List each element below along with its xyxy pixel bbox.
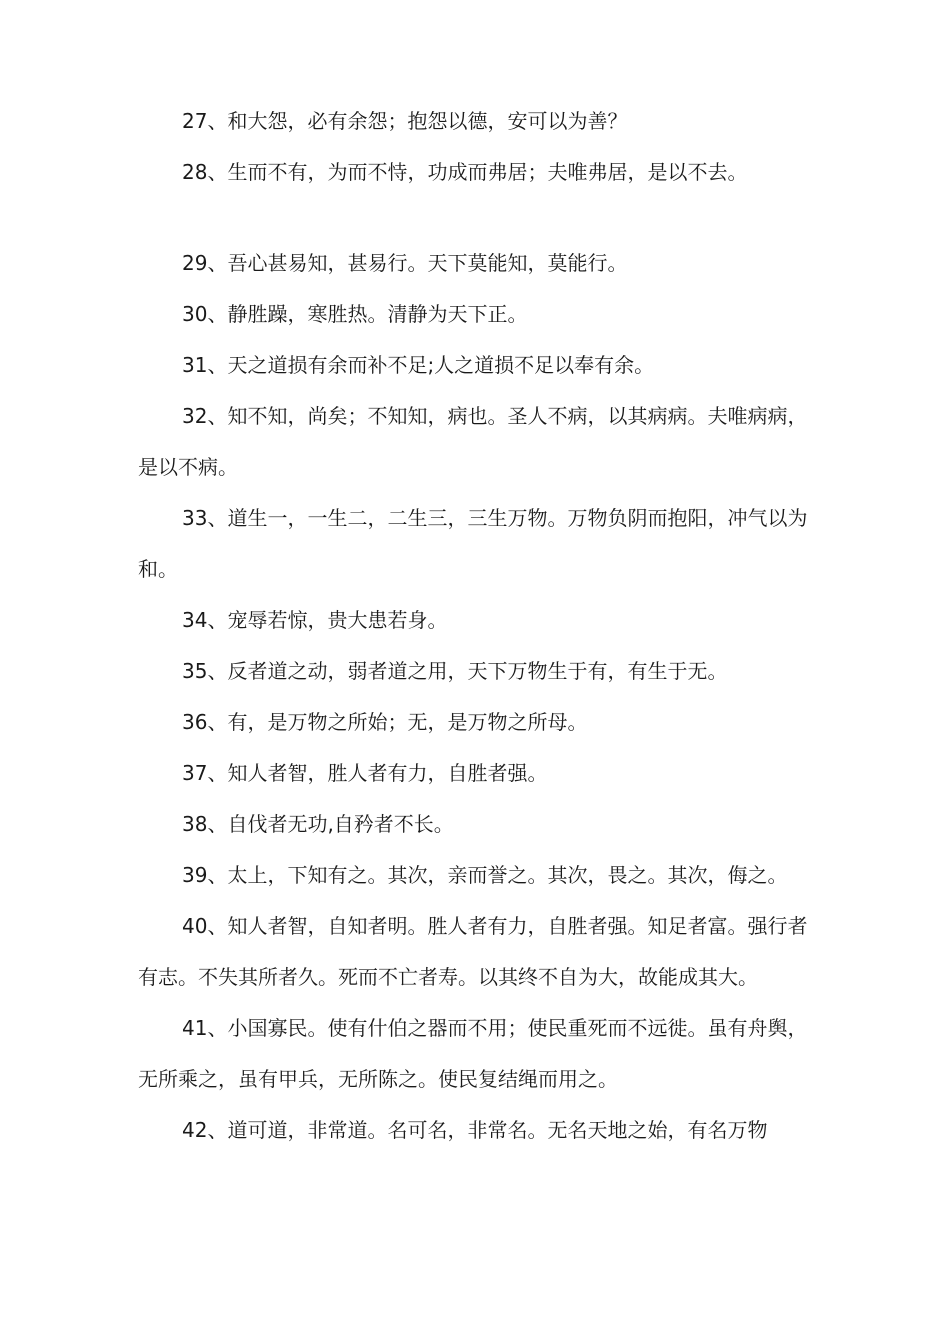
paragraph-40: 40、知人者智，自知者明。胜人者有力，自胜者强。知足者富。强行者有志。不失其所者久。死而不亡者寿。以其终不自为大，故能成其大。 — [138, 914, 808, 989]
paragraph-33: 33、道生一，一生二，二生三，三生万物。万物负阴而抱阳，冲气以为和。 — [138, 506, 808, 581]
paragraph-35: 35、反者道之动，弱者道之用，天下万物生于有，有生于无。 — [182, 659, 728, 683]
paragraph-34: 34、宠辱若惊，贵大患若身。 — [182, 608, 448, 632]
paragraph-31: 31、天之道损有余而补不足;人之道损不足以奉有余。 — [182, 353, 655, 377]
paragraph-30: 30、静胜躁，寒胜热。清静为天下正。 — [182, 302, 528, 326]
paragraph-27: 27、和大怨，必有余怨；抱怨以德，安可以为善？ — [182, 109, 628, 133]
document-body — [138, 96, 818, 1156]
paragraph-36: 36、有，是万物之所始；无，是万物之所母。 — [182, 710, 588, 734]
paragraph-38: 38、自伐者无功,自矜者不长。 — [182, 812, 454, 836]
paragraph-gap — [138, 198, 818, 238]
paragraph-42: 42、道可道，非常道。名可名，非常名。无名天地之始，有名万物 — [182, 1118, 768, 1142]
paragraph-37: 37、知人者智，胜人者有力，自胜者强。 — [182, 761, 548, 785]
paragraph-41: 41、小国寡民。使有什伯之器而不用；使民重死而不远徙。虽有舟舆，无所乘之，虽有甲兵，无所陈之。使民复结绳而用之。 — [138, 1016, 808, 1091]
paragraph-39: 39、太上，下知有之。其次，亲而誉之。其次，畏之。其次，侮之。 — [182, 863, 788, 887]
paragraph-32: 32、知不知，尚矣；不知知，病也。圣人不病，以其病病。夫唯病病，是以不病。 — [138, 404, 808, 479]
paragraph-28: 28、生而不有，为而不恃，功成而弗居；夫唯弗居，是以不去。 — [182, 160, 748, 184]
paragraph-29: 29、吾心甚易知，甚易行。天下莫能知，莫能行。 — [182, 251, 628, 275]
